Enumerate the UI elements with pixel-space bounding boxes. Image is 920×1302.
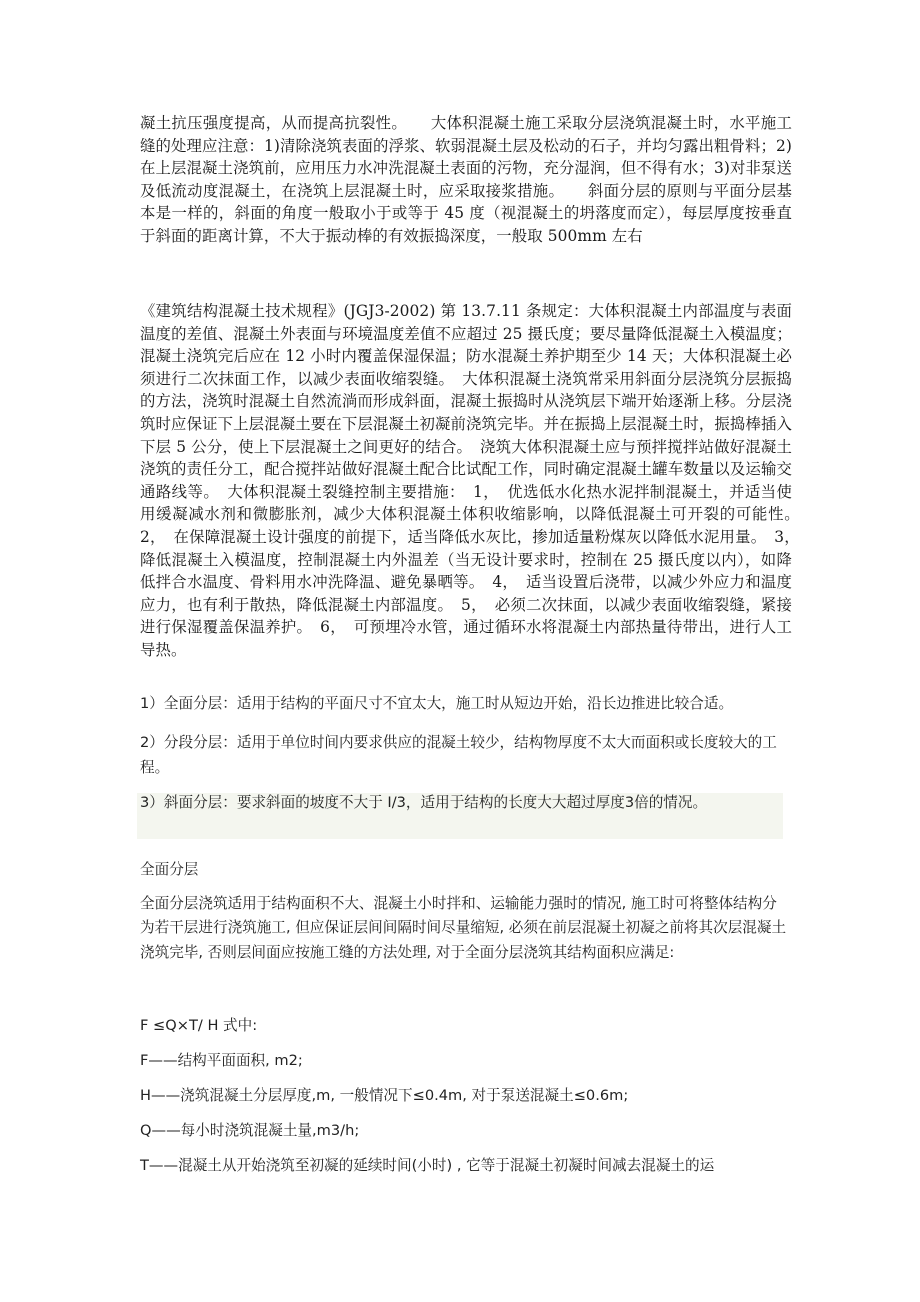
paragraph-full-layer-detail: 全面分层浇筑适用于结构面积不大、混凝土小时拌和、运输能力强时的情况, 施工时可将整体结构分为若干层进行浇筑施工, 但应保证层间间隔时间尽量缩短, 必须在前层混凝土初凝之前将其次层混凝土浇筑完毕, 否则层间面应按施工缝的方法处理, 对于全面分层浇筑其结构面积应满足: xyxy=(140,895,787,961)
definition-f: F——结构平面面积, m2; xyxy=(140,1052,303,1069)
list-item-segment-layer: 2）分段分层：适用于单位时间内要求供应的混凝土较少，结构物厚度不太大而面积或长度较大的工程。 xyxy=(140,734,777,776)
paragraph-layered-pouring: 凝土抗压强度提高，从而提高抗裂性。 大体积混凝土施工采取分层浇筑混凝土时，水平施工缝的处理应注意：1)清除浇筑表面的浮浆、软弱混凝土层及松动的石子，并均匀露出粗骨料；2)在上层混凝土浇筑前，应用压力水冲洗混凝土表面的污物，充分湿润，但不得有水；3)对非泵送及低流动度混凝土，在浇筑上层混凝土时，应采取接浆措施。 斜面分层的原则与平面分层基本是一样的，斜面的角度一般取小于或等于 45 度（视混凝土的坍落度而定），每层厚度按垂直于斜面的距离计算，不大于振动棒的有效振捣深度，一般取 500mm 左右 xyxy=(140,114,792,245)
paragraph-code-provisions: 《建筑结构混凝土技术规程》(JGJ3-2002) 第 13.7.11 条规定：大体积混凝土内部温度与表面温度的差值、混凝土外表面与环境温度差值不应超过 25 摄氏度；要尽量降低混凝土入模温度；混凝土浇筑完后应在 12 小时内覆盖保湿保温；防水混凝土养护期至少 14 天；大体积混凝土必须进行二次抹面工作，以减少表面收缩裂缝。 大体积混凝土浇筑常采用斜面分层浇筑分层振捣的方法，浇筑时混凝土自然流淌而形成斜面，混凝土振捣时从浇筑层下端开始逐渐上移。分层浇筑时应保证下上层混凝土要在下层混凝土初凝前浇筑完毕。并在振捣上层混凝土时，振捣棒插入下层 5 公分，使上下层混凝土之间更好的结合。 浇筑大体积混凝土应与预拌搅拌站做好混凝土浇筑的责任分工，配合搅拌站做好混凝土配合比试配工作，同时确定混凝土罐车数量以及运输交通路线等。 大体积混凝土裂缝控制主要措施： 1， 优选低水化热水泥拌制混凝土，并适当使用缓凝减水剂和微膨胀剂，减少大体积混凝土体积收缩影响，以降低混凝土可开裂的可能性。 2， 在保障混凝土设计强度的前提下，适当降低水灰比，掺加适量粉煤灰以降低水泥用量。 3， 降低混凝土入模温度，控制混凝土内外温差（当无设计要求时，控制在 25 摄氏度以内），如降低拌合水温度、骨料用水冲洗降温、避免暴晒等。 4， 适当设置后浇带，以减少外应力和温度应力，也有利于散热，降低混凝土内部温度。 5， 必须二次抹面，以减少表面收缩裂缝，紧接进行保湿覆盖保温养护。 6， 可预埋冷水管，通过循环水将混凝土内部热量待带出，进行人工导热。 xyxy=(140,302,808,659)
list-item-full-layer: 1）全面分层：适用于结构的平面尺寸不宜太大，施工时从短边开始，沿长边推进比较合适。 xyxy=(140,695,734,712)
section-heading: 全面分层 xyxy=(140,861,199,878)
formula-line: F ≤Q×T/ H 式中: xyxy=(140,1017,258,1034)
list-item-slope-layer: 3）斜面分层：要求斜面的坡度不大于 I/3，适用于结构的长度大大超过厚度3倍的情况。 xyxy=(140,794,708,811)
definition-q: Q——每小时浇筑混凝土量,m3/h; xyxy=(140,1122,360,1139)
definition-t: T——混凝土从开始浇筑至初凝的延续时间(小时) , 它等于混凝土初凝时间减去混凝土的运 xyxy=(140,1157,715,1174)
definition-h: H——浇筑混凝土分层厚度,m, 一般情况下≤0.4m, 对于泵送混凝土≤0.6m; xyxy=(140,1087,629,1104)
